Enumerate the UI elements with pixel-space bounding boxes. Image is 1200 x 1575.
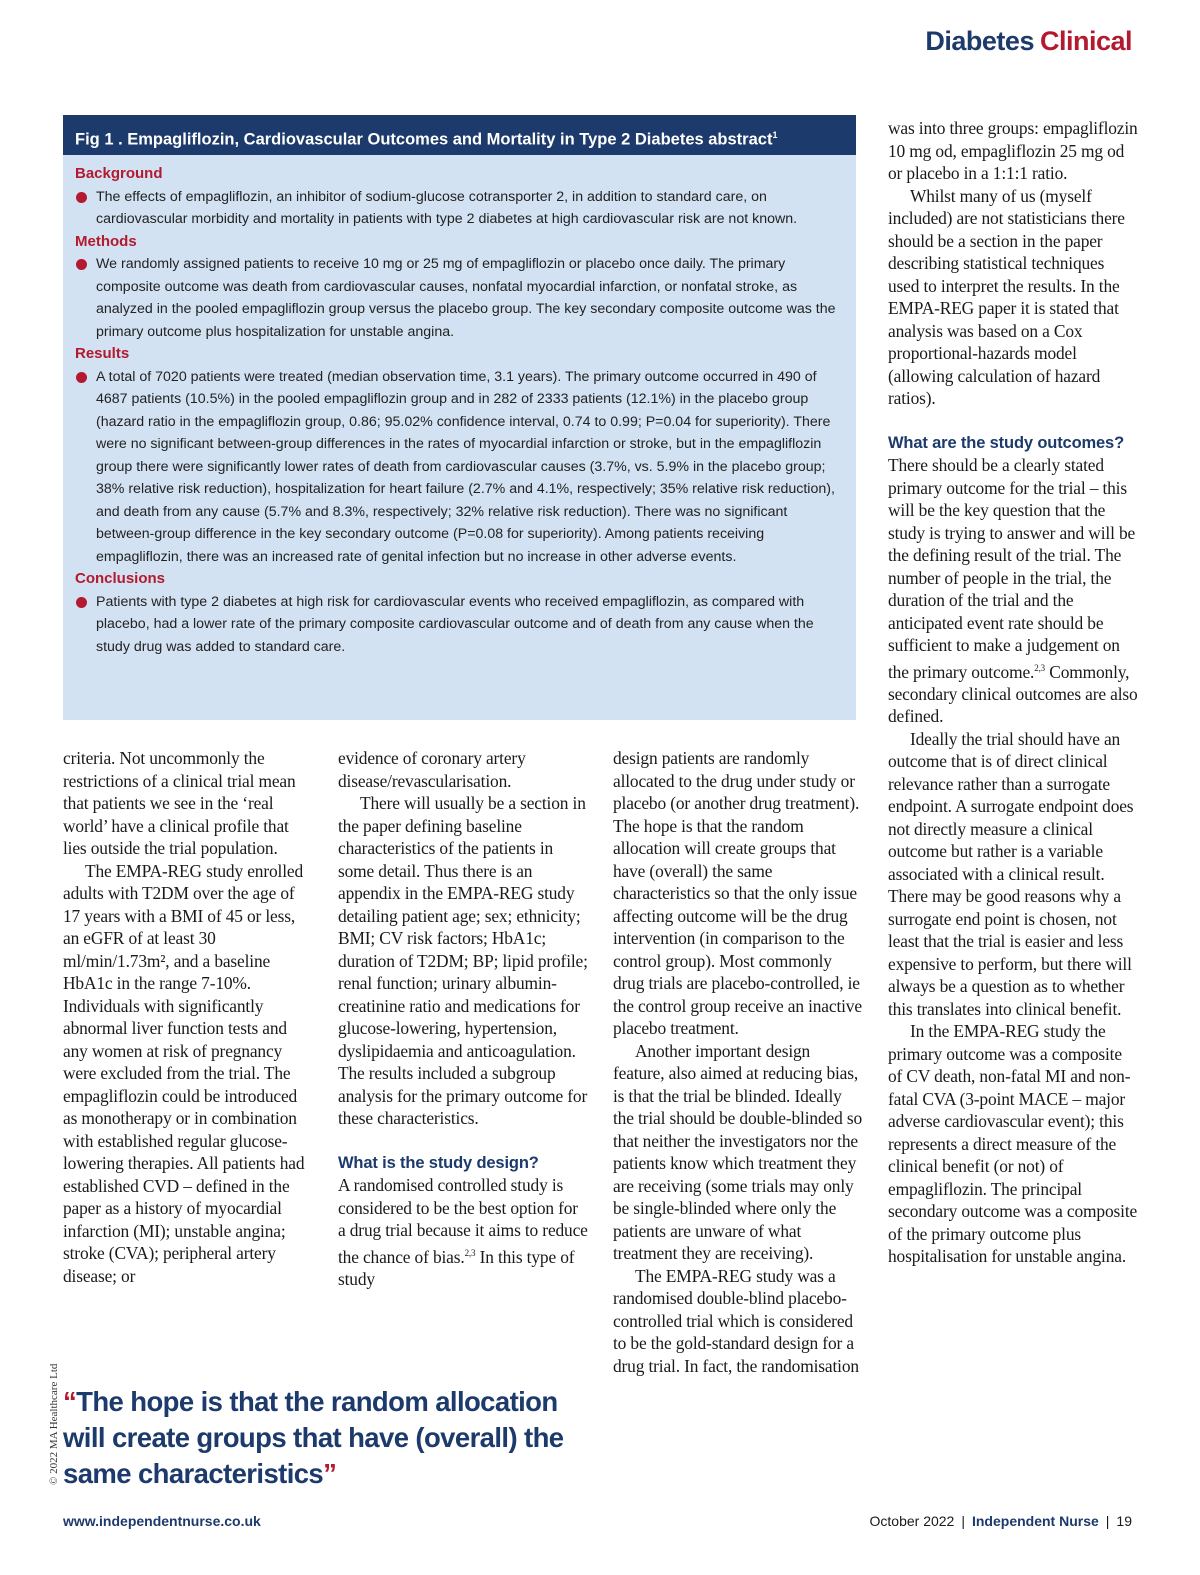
figure-title-bar (63, 115, 856, 155)
paragraph: evidence of coronary artery disease/revascularisation. (338, 748, 526, 791)
paragraph-text: In this type of study (338, 1246, 575, 1289)
reference-superscript: 2,3 (1034, 662, 1046, 673)
figure-title-ref: 1 (772, 130, 778, 140)
abstract-text-conclusions: Patients with type 2 diabetes at high risk for cardiovascular events who received empagliflozin, as compared with placebo, had a lower rate of the primary composite cardiovascular outcome and of death from any cause when the study drug was added to standard care. (96, 593, 814, 655)
bullet-icon (76, 597, 87, 608)
separator: | (961, 1513, 965, 1529)
copyright-notice: © 2022 MA Healthcare Ltd (48, 1363, 60, 1485)
close-quote-mark: ” (323, 1458, 337, 1489)
subheading-study-outcomes: What are the study outcomes? (888, 433, 1125, 452)
paragraph: The EMPA-REG study was a randomised double-blind placebo-controlled trial which is considered to be the gold-standard design for a drug trial. In fact, the randomisation (613, 1265, 859, 1376)
abstract-heading-results: Results (75, 345, 130, 362)
article-column-3 (613, 747, 863, 1377)
paragraph: criteria. Not uncommonly the restrictions of a clinical trial mean that patients we see in the ‘real world’ have a clinical profile that lies outside the trial population. (63, 748, 296, 858)
abstract-text-results: A total of 7020 patients were treated (median observation time, 3.1 years). The primary outcome occurred in 490 of 4687 patients (10.5%) in the pooled empagliflozin group and in 282 of 2333 patients (12.1%) in the placebo group (hazard ratio in the empagliflozin group, 0.86; 95.02% confidence interval, 0.74 to 0.99; P=0.04 for superiority). There were no significant between-group differences in the rates of myocardial infarction or stroke, but in the empagliflozin group there were significantly lower rates of death from cardiovascular causes (3.7%, vs. 5.9% in the placebo group; 38% relative risk reduction), hospitalization for heart failure (2.7% and 4.1%, respectively; 35% relative risk reduction), and death from any cause (5.7% and 8.3%, respectively; 32% relative risk reduction). There was no significant between-group difference in the key secondary outcome (P=0.08 for superiority). Among patients receiving empagliflozin, there was an increased rate of genital infection but no increase in other adverse events. (96, 368, 835, 565)
paragraph-text: A randomised controlled study is considered to be the best option for a drug trial because it aims to reduce the chance of bias. (338, 1175, 588, 1267)
bullet-icon (76, 259, 87, 270)
abstract-item-background (75, 186, 847, 231)
figure-content (75, 163, 847, 658)
subheading-study-design: What is the study design? (338, 1153, 539, 1172)
paragraph-text: There should be a clearly stated primary outcome for the trial – this will be the key question that the study is trying to answer and will be the defining result of the trial. The number of people in the trial, the duration of the trial and the anticipated event rate should be sufficient to make a judgement on the primary outcome. (888, 455, 1136, 682)
reference-superscript: 2,3 (464, 1247, 476, 1258)
page-footer (870, 1513, 1133, 1529)
pull-quote (63, 1384, 583, 1492)
separator: | (1105, 1513, 1110, 1529)
article-column-4 (888, 117, 1138, 1268)
open-quote-mark: “ (63, 1386, 77, 1417)
section-header (925, 26, 1132, 57)
paragraph: was into three groups: empagliflozin 10 mg od, empagliflozin 25 mg od or placebo in a 1:1:1 ratio. (888, 118, 1138, 183)
paragraph: In the EMPA-REG study the primary outcome was a composite of CV death, non-fatal MI and non-fatal CVA (3-point MACE – major adverse cardiovascular event); this represents a direct measure of the clinical benefit (or not) of empagliflozin. The principal secondary outcome was a composite of the primary outcome plus hospitalisation for unstable angina. (888, 1021, 1138, 1267)
abstract-heading-methods: Methods (75, 232, 137, 250)
abstract-text-methods: We randomly assigned patients to receive 10 mg or 25 mg of empagliflozin or placebo once daily. The primary composite outcome was death from cardiovascular causes, nonfatal myocardial infarction, or nonfatal stroke, as analyzed in the pooled empagliflozin group versus the placebo group. The key secondary composite outcome was the primary outcome plus hospitalization for unstable angina. (96, 256, 836, 340)
paragraph: design patients are randomly allocated to the drug under study or placebo (or another drug treatment). The hope is that the random allocation will create groups that have (overall) the same characteristics so that the only issue affecting outcome will be the drug intervention (in comparison to the control group). Most commonly drug trials are placebo-controlled, ie the control group receive an inactive placebo treatment. (613, 748, 862, 1038)
paragraph: Whilst many of us (myself included) are not statisticians there should be a section in the paper describing statistical techniques used to interpret the results. In the EMPA-REG paper it is stated that analysis was based on a Cox proportional-hazards model (allowing calculation of hazard ratios). (888, 185, 1125, 408)
abstract-heading-conclusions: Conclusions (75, 570, 166, 587)
paragraph: Ideally the trial should have an outcome that is of direct clinical relevance rather than a surrogate endpoint. A surrogate endpoint does not directly measure a clinical outcome but rather is a variable associated with a clinical result. There may be good reasons why a surrogate end point is chosen, not least that the trial is easier and less expensive to perform, but there will always be a question as to whether this translates into clinical benefit. (888, 728, 1134, 1019)
issue-date: October 2022 (869, 1513, 955, 1529)
paragraph: There will usually be a section in the paper defining baseline characteristics of the patients in some detail. Thus there is an appendix in the EMPA-REG study detailing patient age; sex; ethnicity; BMI; CV risk factors; HbA1c; duration of T2DM; BP; lipid profile; renal function; urinary albumin-creatinine ratio and medications for glucose-lowering, hypertension, dyslipidaemia and anticoagulation. The results included a subgroup analysis for the primary outcome for these characteristics. (338, 793, 588, 1128)
abstract-item-methods (75, 253, 847, 343)
bullet-icon (76, 372, 87, 383)
website-link[interactable]: www.independentnurse.co.uk (63, 1513, 261, 1529)
abstract-item-results (75, 366, 847, 569)
publication-name: Independent Nurse (971, 1513, 1099, 1529)
abstract-text-background: The effects of empagliflozin, an inhibitor of sodium-glucose cotransporter 2, in addition to standard care, on cardiovascular morbidity and mortality in patients with type 2 diabetes at high cardiovascular risk are not known. (96, 188, 798, 227)
paragraph: Another important design feature, also aimed at reducing bias, is that the trial be blinded. Ideally the trial should be double-blinded so that neither the investigators nor the patients know which treatment they are receiving (some trials may only be single-blinded where only the patients are unware of what treatment they are receiving). (613, 1040, 862, 1263)
figure-title: Fig 1 . Empagliflozin, Cardiovascular Outcomes and Mortality in Type 2 Diabetes abstract (75, 130, 773, 149)
bullet-icon (76, 192, 87, 203)
paragraph: The EMPA-REG study enrolled adults with T2DM over the age of 17 years with a BMI of 45 or less, an eGFR of at least 30 ml/min/1.73m², and a baseline HbA1c in the range 7-10%. Individuals with significantly abnormal liver function tests and any women at risk of pregnancy were excluded from the trial. The empagliflozin could be introduced as monotherapy or in combination with established regular glucose-lowering therapies. All patients had established CVD – defined in the paper as a history of myocardial infarction (MI); unstable angina; stroke (CVA); peripheral artery disease; or (63, 860, 305, 1286)
paragraph-text: Commonly, secondary clinical outcomes are also defined. (888, 661, 1138, 727)
page-number: 19 (1116, 1513, 1132, 1529)
article-column-2 (338, 747, 588, 1290)
abstract-heading-background: Background (75, 165, 163, 182)
abstract-item-conclusions (75, 591, 847, 659)
pull-quote-text: The hope is that the random allocation will create groups that have (overall) the same characteristics (63, 1386, 564, 1489)
article-column-1 (63, 747, 313, 1287)
section-category: Clinical (1039, 26, 1132, 56)
section-name: Diabetes (925, 26, 1034, 56)
figure-abstract-box (63, 115, 856, 720)
paragraph (338, 1174, 588, 1290)
paragraph (888, 454, 1138, 728)
